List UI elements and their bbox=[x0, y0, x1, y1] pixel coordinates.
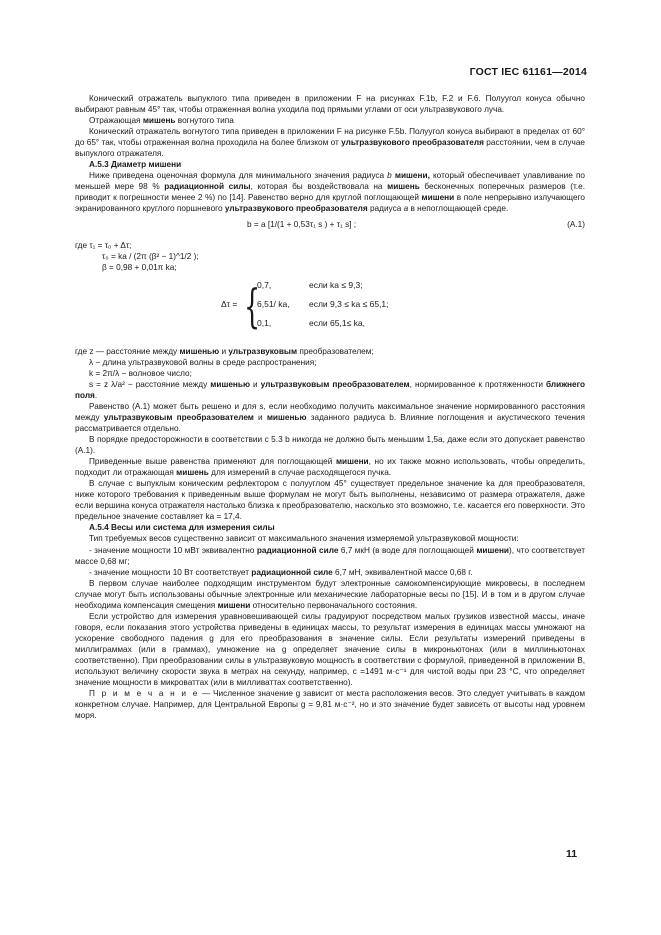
paragraph-precaution: В порядке предосторожности в соответствии с 5.3 b никогда не должно быть меньшим 1,5a, даже если это допускает равенство (А.1). bbox=[75, 435, 585, 456]
note bbox=[75, 688, 585, 721]
paragraph-equation-a1-solution: Равенство (А.1) может быть решено и для s, если необходимо получить максимальное значение нормированного расстояния между ультразвуковым преобразователем и мишенью заданного радиуса b. Влияние поглощения и акустического течения рассматривается отдельно. bbox=[75, 401, 585, 433]
list-item-power-10w: - значение мощности 10 Вт соответствует радиационной силе 6,7 мН, эквивалентной массе 0,68 г. bbox=[89, 567, 473, 577]
formula-a1-number: (А.1) bbox=[567, 219, 585, 229]
definition-tau1: где τ₁ = τ₀ + Δτ; bbox=[75, 240, 132, 250]
paragraph-balance-type: Тип требуемых весов существенно зависит от максимального значения измеряемой ультразвуковой мощности: bbox=[89, 534, 519, 544]
paragraph-calibration: Если устройство для измерения уравновешивающей силы градуируют посредством малых грузиков известной массы, иначе говоря, если показания этого устройства приведены в единицах массы, то результат измерения в единицах массы умножают на ускорение свободного падения g для его преобразования в значение силы. Если результаты измерений приведены в миллиграммах (или в граммах), умножение на g определяет значение силы в микроньютонах (или в миллиньютонах соответственно). При преобразовании силы в ультразвуковую мощность в соответствии с формулой, приведенной в приложении В, используют величину скорости звука в метрах на секунду, например, c =1491 м·с⁻¹ для чистой воды при 23 °С, что определяет значение мощности в микроваттах (или в милливаттах соответственно). bbox=[75, 611, 585, 688]
paragraph-concave-target-title: Отражающая мишень вогнутого типа bbox=[89, 116, 234, 126]
definition-k: k = 2π/λ − волновое число; bbox=[89, 368, 192, 378]
formula-a1-expression: b = a [1/(1 + 0,53τ₁ s ) + τ₁ s] ; bbox=[247, 219, 357, 229]
paragraph-convex-reflector: Конический отражатель выпуклого типа приведен в приложении F на рисунках F.1b, F.2 и F.6. Полуугол конуса обычно выбирают равным 45° так, чтобы отраженная волна уходила под прямыми углами от оси ультразвукового луча. bbox=[75, 94, 585, 115]
definition-tau0: τ₀ = ka / (2π (β² − 1)^1/2 ); bbox=[102, 251, 199, 261]
note-text: — Численное значение g зависит от места расположения весов. Это следует учитывать в каждом конкретном случае. Например, для Центральной Европы g = 9,81 м·с⁻², но и это значение будет зависеть от высоты над уровнем моря. bbox=[75, 689, 585, 721]
delta-tau-case-1: 0,7, если ka ≤ 9,3; bbox=[257, 279, 363, 290]
paragraph-target-diameter: Ниже приведена оценочная формула для минимального значения радиуса b мишени, который обеспечивает улавливание по меньшей мере 98 % радиационной силы, которая бы воздействовала на мишень бесконечных поперечных размеров (т.е. приводит к погрешности менее 2 %) по [14]. Равенство верно для круглой поглощающей мишени в поле непрерывно излучающего экранированного круглого поршневого ультразвукового преобразователя радиуса a в непоглощающей среде. bbox=[75, 171, 586, 214]
formula-definitions bbox=[75, 240, 585, 273]
paragraph-convex-limit: В случае с выпуклым коническим рефлектором с полууглом 45° существует предельное значение ka для преобразователя, ниже которого требования к приведенным выше формулам не могут быть выполнены, независимо от размера отражателя, даже если вершина конуса отражателя настолько близка к преобразователю, насколько это возможно, т.е. касается его поверхности. Это предельное значение составляет ka = 17,4. bbox=[75, 479, 585, 522]
definition-lambda: λ − длина ультразвуковой волны в среде распространения; bbox=[89, 357, 317, 367]
page-number: 11 bbox=[566, 848, 578, 860]
section-heading-a53: А.5.3 Диаметр мишени bbox=[89, 160, 182, 170]
delta-tau-lhs: Δτ = bbox=[221, 298, 238, 309]
formula-a1 bbox=[75, 219, 585, 234]
paragraph-concave-reflector: Конический отражатель вогнутого типа приведен в приложении F на рисунке F.5b. Полуугол конуса выбирают в пределах от 60° до 65° так, чтобы отраженная волна проходила на более близком от ультразвукового преобразователя расстоянии, чем в случае выпуклого отражателя. bbox=[75, 127, 585, 159]
formula-delta-tau bbox=[75, 278, 585, 338]
note-label: П р и м е ч а н и е bbox=[89, 689, 200, 699]
paragraph-instruments: В первом случае наиболее подходящим инструментом будут электронные самокомпенсирующие микровесы, в последнем случае могут быть использованы обычные электронные или механические лабораторные весы по [15]. И в том и в другом случае необходима компенсация смещения мишени относительно первоначального состояния. bbox=[75, 578, 585, 610]
definition-beta: β = 0,98 + 0,01π ka; bbox=[102, 262, 177, 272]
delta-tau-case-2: 6,51/ ka, если 9,3 ≤ ka ≤ 65,1; bbox=[257, 298, 389, 309]
document-body bbox=[75, 93, 585, 721]
section-heading-a54: А.5.4 Весы или система для измерения силы bbox=[89, 523, 275, 533]
delta-tau-case-3: 0,1, если 65,1≤ ka, bbox=[257, 317, 365, 328]
paragraph-equations-usage: Приведенные выше равенства применяют для поглощающей мишени, но их также можно использовать, чтобы определить, подходит ли отражающая мишень для измерений в случае расходящегося пучка. bbox=[75, 457, 585, 478]
list-item-power-10mw: - значение мощности 10 мВт эквивалентно радиационной силе 6,7 мкН (в воде для поглощающей мишени), что соответствует массе 0,68 мг; bbox=[75, 545, 585, 566]
definition-z: где z — расстояние между мишенью и ультразвуковым преобразователем; bbox=[75, 346, 374, 356]
left-brace-icon: { bbox=[244, 278, 261, 333]
standard-header: ГОСТ IEC 61161—2014 bbox=[469, 66, 587, 78]
definition-s: s = z λ/a² − расстояние между мишенью и ультразвуковым преобразователем, нормированное к протяженности ближнего поля. bbox=[75, 379, 585, 400]
